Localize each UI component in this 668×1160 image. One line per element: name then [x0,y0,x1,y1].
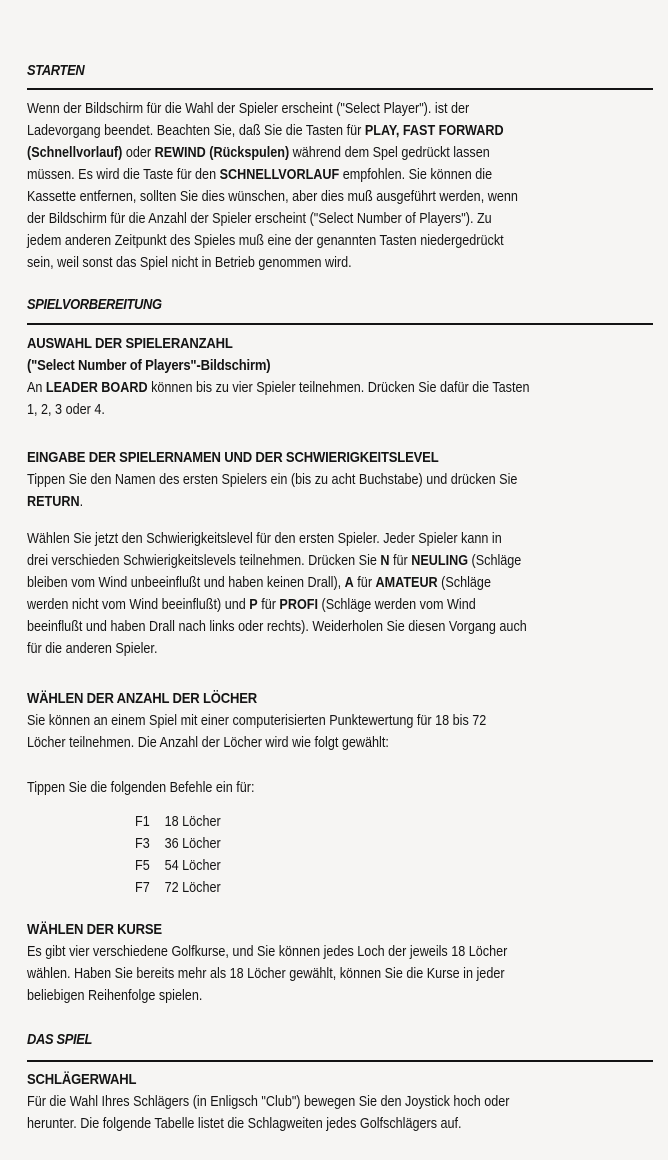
section-heading-spielvorbereitung: SPIELVORBEREITUNG [27,296,162,313]
schlaeger-block: SCHLÄGERWAHL Für die Wahl Ihres Schlägers (in Enligsch "Club") bewegen Sie den Joystick hoch oder herunter. Die folgende Tabelle listet die Schlagweiten jedes Golfschlägers auf. [27,1069,653,1135]
level-paragraph: Wählen Sie jetzt den Schwierigkeitslevel für den ersten Spieler. Jeder Spieler kann in drei verschieden Schwierigkeitslevels teilnehmen. Drücken Sie N für NEULING (Schläge bleiben vom Wind unbeeinflußt und haben keinen Drall), A für AMATEUR (Schläge werden nicht vom Wind beeinflußt) und P für PROFI (Schläge werden vom Wind beeinflußt und haben Drall nach links oder rechts). Weiderholen Sie diesen Vorgang auch für die anderen Spieler. [27,531,527,657]
starten-paragraph: Wenn der Bildschirm für die Wahl der Spieler erscheint ("Select Player"). ist der Ladevorgang beendet. Beachten Sie, daß Sie die Tasten für PLAY, FAST FORWARD (Schnellvorlauf) oder REWIND (Rückspulen) während dem Spel gedrückt lassen müssen. Es wird die Taste für den SCHNELLVORLAUF empfohlen. Sie können die Kassette entfernen, sollten Sie dies wünschen, aber dies muß ausgeführt werden, wenn der Bildschirm für die Anzahl der Spieler erscheint ("Select Number of Players"). Zu jedem anderen Zeitpunkt des Spieles muß eine der genannten Tasten niedergedrückt sein, weil sonst das Spiel nicht in Betrieb genommen wird. [27,101,518,271]
auswahl-block: AUSWAHL DER SPIELERANZAHL ("Select Number of Players"-Bildschirm) An LEADER BOARD können bis zu vier Spieler teilnehmen. Drücken Sie dafür die Tasten 1, 2, 3 oder 4. [27,333,653,421]
subheading-auswahl-sub: ("Select Number of Players"-Bildschirm) [27,357,271,374]
kurse-block: WÄHLEN DER KURSE Es gibt vier verschiedene Golfkurse, und Sie können jedes Loch der jeweils 18 Löcher wählen. Haben Sie bereits mehr als 18 Löcher gewählt, können Sie die Kurse in jeder beliebigen Reihenfolge spielen. [27,919,653,1007]
table-row: F3 36 Löcher [135,836,221,852]
section-rule [27,323,653,325]
subheading-schlaeger: SCHLÄGERWAHL [27,1071,137,1088]
subheading-loecher: WÄHLEN DER ANZAHL DER LÖCHER [27,690,258,707]
table-row: F7 72 Löcher [135,880,221,896]
table-row: F1 18 Löcher [135,814,221,830]
holes-table [135,811,234,899]
section-rule [27,88,653,90]
subheading-eingabe: EINGABE DER SPIELERNAMEN UND DER SCHWIERIGKEITSLEVEL [27,449,439,466]
loecher-block: WÄHLEN DER ANZAHL DER LÖCHER Sie können an einem Spiel mit einer computerisierten Punktewertung für 18 bis 72 Löcher teilnehmen. Die Anzahl der Löcher wird wie folgt gewählt: [27,688,653,754]
table-row: F5 54 Löcher [135,858,221,874]
section-rule [27,1060,653,1062]
eingabe-block: EINGABE DER SPIELERNAMEN UND DER SCHWIERIGKEITSLEVEL Tippen Sie den Namen des ersten Spielers ein (bis zu acht Buchstabe) und drücken Sie RETURN. [27,447,653,513]
subheading-auswahl: AUSWAHL DER SPIELERANZAHL [27,335,233,352]
subheading-kurse: WÄHLEN DER KURSE [27,921,162,938]
section-heading-starten: STARTEN [27,62,85,79]
section-heading-das-spiel: DAS SPIEL [27,1031,93,1048]
loecher-instruction: Tippen Sie die folgenden Befehle ein für: [27,780,255,796]
